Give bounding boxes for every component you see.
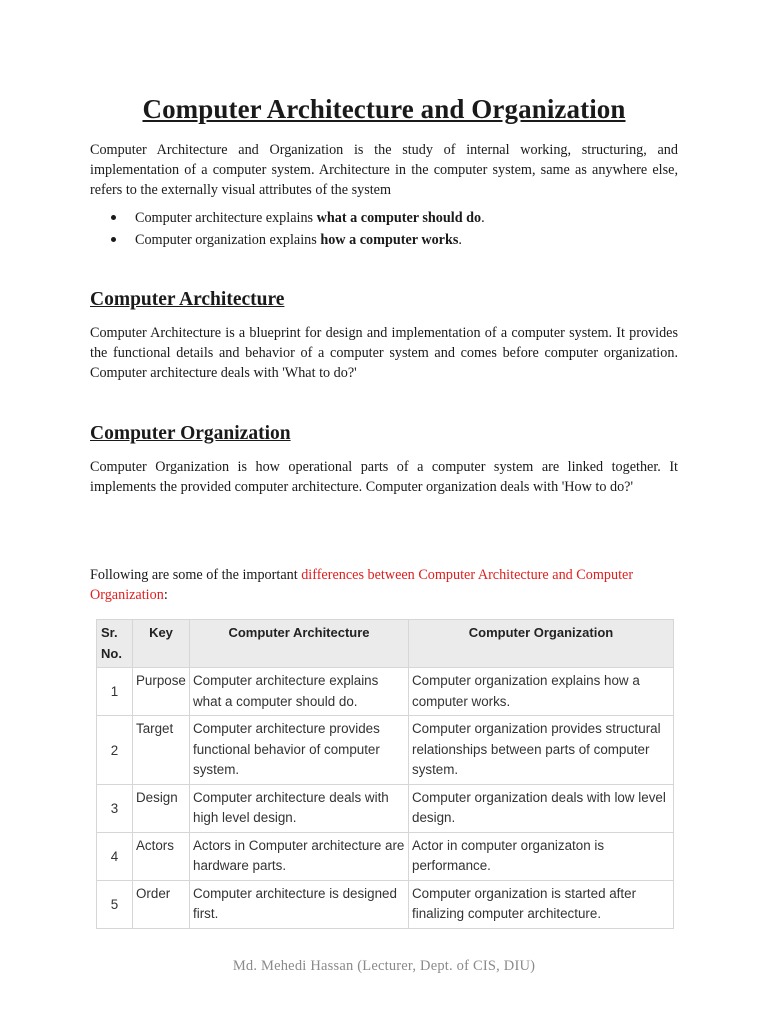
cell-organization: Actor in computer organizaton is performance. [409, 832, 674, 880]
list-item: Computer architecture explains what a computer should do. [135, 207, 485, 229]
page-footer: Md. Mehedi Hassan (Lecturer, Dept. of CIS, DIU) [232, 958, 536, 974]
cell-key: Design [133, 784, 190, 832]
cell-sr: 2 [97, 716, 133, 785]
cell-architecture: Actors in Computer architecture are hardware parts. [190, 832, 409, 880]
cell-key: Order [133, 880, 190, 928]
differences-link-text: differences between Computer Architecture and Computer Organization [90, 567, 634, 603]
table-row [97, 716, 674, 785]
table-header-row [97, 620, 674, 668]
cell-organization: Computer organization explains how a computer works. [409, 668, 674, 716]
cell-organization: Computer organization is started after finalizing computer architecture. [409, 880, 674, 928]
header-computer-organization: Computer Organization [409, 620, 674, 668]
table-row [97, 832, 674, 880]
cell-key: Actors [133, 832, 190, 880]
cell-sr: 1 [97, 668, 133, 716]
cell-sr: 5 [97, 880, 133, 928]
header-sr-no: Sr. No. [97, 620, 133, 668]
cell-architecture: Computer architecture deals with high level design. [190, 784, 409, 832]
section-heading-architecture: Computer Architecture [90, 289, 285, 310]
cell-organization: Computer organization deals with low level design. [409, 784, 674, 832]
list-item: Computer organization explains how a computer works. [135, 229, 485, 251]
cell-architecture: Computer architecture explains what a computer should do. [190, 668, 409, 716]
table-row [97, 784, 674, 832]
cell-key: Target [133, 716, 190, 785]
differences-table [96, 619, 674, 929]
header-key: Key [133, 620, 190, 668]
cell-sr: 4 [97, 832, 133, 880]
cell-key: Purpose [133, 668, 190, 716]
section-heading-organization: Computer Organization [90, 423, 291, 444]
organization-paragraph: Computer Organization is how operational parts of a computer system are linked together. It implements the provided computer architecture. Computer organization deals with 'How to do?' [90, 459, 678, 495]
table-row [97, 880, 674, 928]
key-points-list [90, 207, 485, 251]
intro-paragraph: Computer Architecture and Organization is the study of internal working, structuring, and implementation of a computer system. Architecture in the computer system, same as anywhere else, refers to the externally visual attributes of the system [90, 142, 678, 198]
cell-organization: Computer organization provides structural relationships between parts of computer system. [409, 716, 674, 785]
table-row [97, 668, 674, 716]
cell-sr: 3 [97, 784, 133, 832]
architecture-paragraph: Computer Architecture is a blueprint for design and implementation of a computer system. It provides the functional details and behavior of a computer system and comes before computer organization. Computer architecture deals with 'What to do?' [90, 325, 678, 381]
header-computer-architecture: Computer Architecture [190, 620, 409, 668]
cell-architecture: Computer architecture is designed first. [190, 880, 409, 928]
differences-intro: Following are some of the important differences between Computer Architecture and Computer Organization: [90, 567, 634, 603]
cell-architecture: Computer architecture provides functional behavior of computer system. [190, 716, 409, 785]
page-title: Computer Architecture and Organization [142, 94, 626, 124]
